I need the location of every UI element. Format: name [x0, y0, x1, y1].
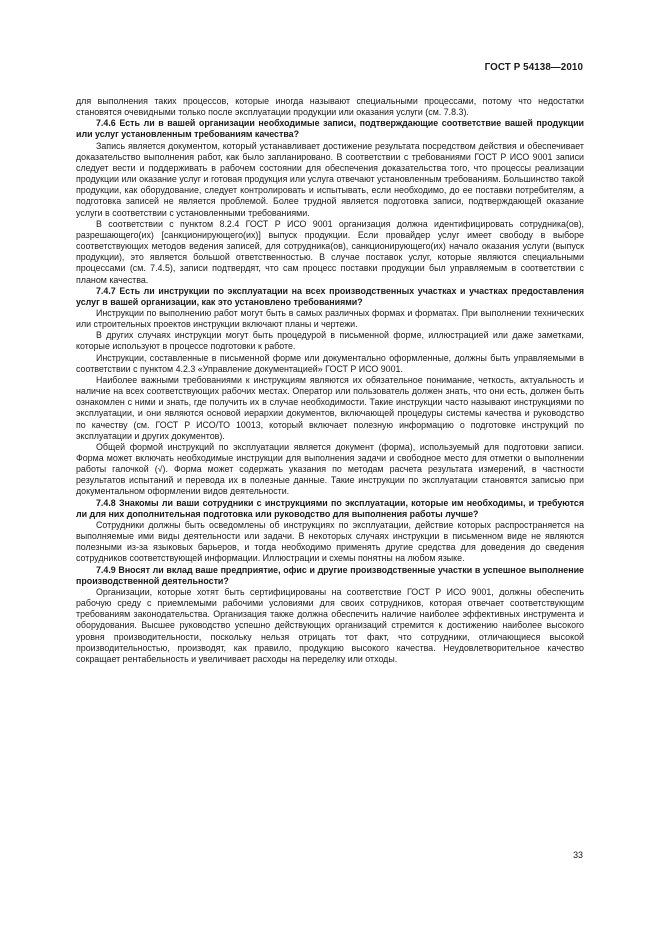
paragraph: Инструкции по выполнению работ могут быть в самых различных формах и форматах. При выполнении технических или строительных проектов инструкции включают планы и чертежи.	[76, 307, 584, 330]
document-id-header: ГОСТ Р 54138—2010	[484, 62, 583, 73]
section-heading-7-4-7: 7.4.7 Есть ли инструкции по эксплуатации на всех производственных участках и участках предоставления услуг в вашей организации, как это установлено требованиями?	[76, 285, 584, 307]
paragraph: Организации, которые хотят быть сертифицированы на соответствие ГОСТ Р ИСО 9001, должны обеспечить рабочую среду с приемлемыми рабочими условиями для своих сотрудников, которая отвечает соответствующим требованиям законодательства. Организация также должна обеспечить наличие наиболее эффективных инструмента и оборудования. Высшее руководство успешно действующих организаций стремится к достижению наиболее высокого уровня производительности, поскольку нельзя отрицать тот факт, что сотрудники, отличающиеся высокой производительностью, производят, как правило, продукцию высокого качества. Неудовлетворительное качество сокращает рентабельность и увеличивает расходы на переделку или отходы.	[76, 586, 584, 664]
section-heading-7-4-8: 7.4.8 Знакомы ли ваши сотрудники с инструкциями по эксплуатации, которые им необходимы, и требуются ли для них дополнительная подготовка или руководство для выполнения работы лучше?	[76, 497, 584, 519]
paragraph: В соответствии с пунктом 8.2.4 ГОСТ Р ИСО 9001 организация должна идентифицировать сотрудника(ов), разрешающего(их) [санкционирующего(их)] выпуск продукции. Если провайдер услуг имеет свободу в выборе соответствующих методов ведения записей, для сотрудника(ов), санкционирующего(их) начало оказания услуги (выпуск продукции), это является большой ответственностью. В случае поставок услуг, которые являются специальными процессами (см. 7.4.5), записи подтвердят, что сам процесс поставки продукции был управляемым в соответствии с планом качества.	[76, 218, 584, 285]
paragraph: Общей формой инструкций по эксплуатации является документ (форма), используемый для подготовки записи. Форма может включать необходимые инструкции для выполнения задачи и свободное место для отметки о выполнении работы галочкой (√). Форма может содержать указания по методам расчета результата измерений, в частности результатов испытаний и перевода их в полезные данные. Такие инструкции по эксплуатации становятся записью при документальном оформлении видов деятельности.	[76, 441, 584, 497]
paragraph: Наиболее важными требованиями к инструкциям являются их обязательное понимание, четкость, актуальность и наличие на всех соответствующих рабочих местах. Оператор или пользователь должен знать, что они есть, должен быть ознакомлен с ними и знать, где получить их в случае необходимости. Такие инструкции часто называют инструкциями по эксплуатации, и они являются основой иерархии документов, включающей процедуры системы качества и руководство по качеству (см. ГОСТ Р ИСО/ТО 10013, который включает полезную информацию о подготовке инструкций по эксплуатации и других документов).	[76, 374, 584, 441]
paragraph: Инструкции, составленные в письменной форме или документально оформленные, должны быть управляемыми в соответствии с пунктом 4.2.3 «Управление документацией» ГОСТ Р ИСО 9001.	[76, 352, 584, 374]
page-number: 33	[573, 850, 583, 860]
paragraph: В других случаях инструкции могут быть процедурой в письменной форме, иллюстрацией или даже заметками, которые используют в процессе подготовки к работе.	[76, 330, 584, 352]
paragraph: Запись является документом, который устанавливает достижение результата посредством действия и обеспечивает доказательство выполнения работ, как было запланировано. В соответствии с требованиями ГОСТ Р ИСО 9001 записи следует вести и поддерживать в рабочем состоянии для обеспечения доказательства того, что процессы реализации продукции или оказание услуг и готовая продукция или услуга отвечают установленным требованиям. Большинство такой продукции, как оборудование, следует контролировать и испытывать, если необходимо, до ее поставки потребителям, а подготовка записей не является проблемой. Более трудной является подготовка записи, подтверждающей оказание услуги в соответствии с установленными требованиями.	[76, 140, 584, 218]
section-heading-7-4-6: 7.4.6 Есть ли в вашей организации необходимые записи, подтверждающие соответствие вашей продукции или услуг установленным требованиям качества?	[76, 118, 584, 140]
section-heading-7-4-9: 7.4.9 Вносят ли вклад ваше предприятие, офис и другие производственные участки в успешное выполнение производственной деятельности?	[76, 564, 584, 586]
document-body	[76, 96, 584, 665]
paragraph: Сотрудники должны быть осведомлены об инструкциях по эксплуатации, действие которых распространяется на выполняемые ими виды деятельности или задачи. В некоторых случаях инструкции в письменном виде не являются полезными из-за языковых барьеров, и тогда необходимо применять другие средства для доведения до сведения сотрудников соответствующей информации. Иллюстрации и схемы понятны на любом языке.	[76, 519, 584, 564]
paragraph-continuation: для выполнения таких процессов, которые иногда называют специальными процессами, потому что недостатки становятся очевидными только после эксплуатации продукции или оказания услуги (см. 7.8.3).	[76, 96, 584, 118]
